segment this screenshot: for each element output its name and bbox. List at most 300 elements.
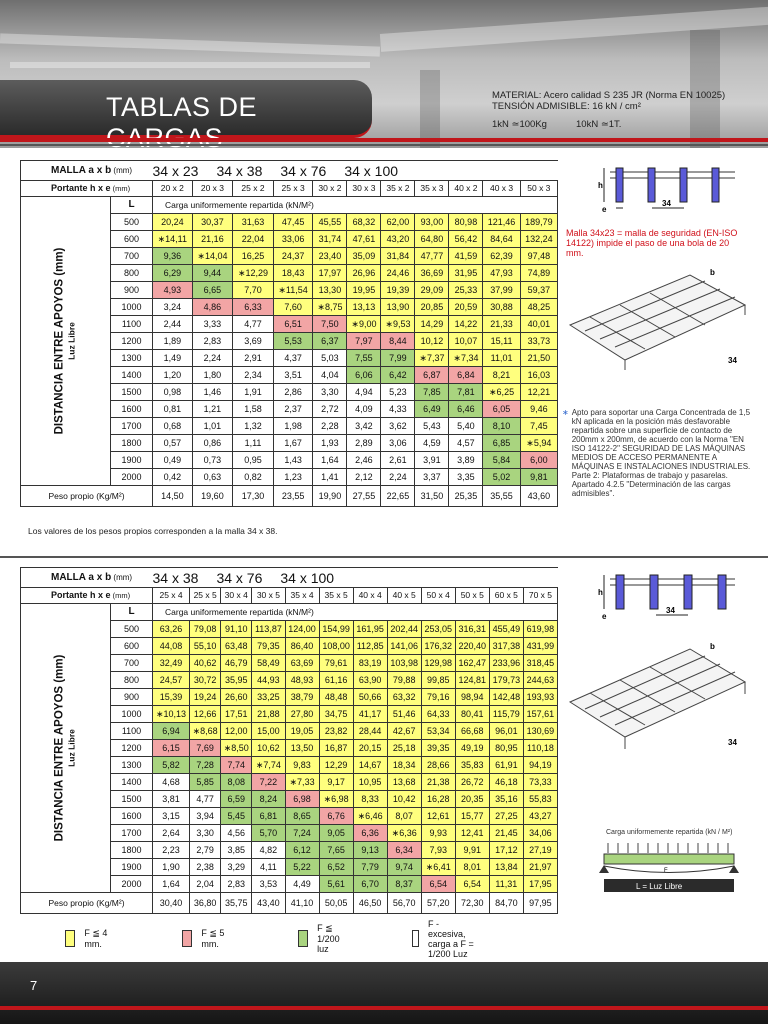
- load-value-cell: 9,44: [192, 265, 233, 282]
- load-value-cell: 64,80: [415, 231, 449, 248]
- load-value-cell: 19,95: [347, 282, 381, 299]
- load-value-cell: 132,24: [520, 231, 557, 248]
- load-value-cell: 2,23: [153, 842, 190, 859]
- load-value-cell: 7,69: [190, 740, 221, 757]
- load-value-cell: 0,82: [233, 469, 274, 486]
- load-value-cell: 7,55: [347, 350, 381, 367]
- portante-label-text: Portante h x e: [51, 183, 111, 193]
- malla-unit: (mm): [111, 572, 133, 582]
- weight-value-cell: 57,20: [421, 893, 455, 914]
- load-value-cell: 17,12: [489, 842, 523, 859]
- load-value-cell: 318,45: [523, 655, 557, 672]
- load-value-cell: ∗11,54: [273, 282, 313, 299]
- load-value-cell: 2,83: [192, 333, 233, 350]
- load-value-cell: 9,83: [285, 757, 319, 774]
- portante-unit: (mm): [110, 184, 131, 193]
- load-value-cell: 13,84: [489, 859, 523, 876]
- load-value-cell: 431,99: [523, 638, 557, 655]
- bar-size-header: 35 x 2: [381, 181, 415, 197]
- concentrated-load-note: [562, 408, 752, 498]
- legend-item-red: [182, 930, 226, 947]
- load-value-cell: 1,64: [153, 876, 190, 893]
- legend-swatch-green: [298, 930, 308, 947]
- load-value-cell: 5,40: [449, 418, 483, 435]
- load-value-cell: 5,85: [190, 774, 221, 791]
- dim-34b-label: 34: [728, 356, 737, 365]
- load-value-cell: 4,37: [273, 350, 313, 367]
- span-value: 2000: [111, 469, 153, 486]
- load-value-cell: 10,42: [387, 791, 421, 808]
- legend-label-green: F ≦ 1/200 luz: [317, 923, 340, 954]
- weight-value-cell: 30,40: [153, 893, 190, 914]
- load-value-cell: 43,20: [381, 231, 415, 248]
- load-value-cell: 1,93: [313, 435, 347, 452]
- legend-label-red: F ≦ 5 mm.: [201, 928, 225, 949]
- legend-swatch-white: [412, 930, 419, 947]
- load-value-cell: 13,30: [313, 282, 347, 299]
- load-value-cell: 3,30: [313, 384, 347, 401]
- dim-h-label: h: [598, 181, 603, 190]
- load-value-cell: 44,93: [252, 672, 285, 689]
- page-number: 7: [30, 978, 38, 993]
- load-value-cell: 6,51: [273, 316, 313, 333]
- material-text: MATERIAL: Acero calidad S 235 JR (Norma EN 10025): [492, 90, 726, 101]
- load-value-cell: 6,36: [353, 825, 387, 842]
- load-value-cell: 1,21: [192, 401, 233, 418]
- weight-value-cell: 56,70: [387, 893, 421, 914]
- load-value-cell: 3,94: [190, 808, 221, 825]
- load-value-cell: 8,07: [387, 808, 421, 825]
- span-axis-title: DISTANCIA ENTRE APOYOS (mm): [53, 654, 66, 842]
- beam-deflection-diagram: [560, 839, 760, 899]
- span-axis-title: DISTANCIA ENTRE APOYOS (mm): [53, 247, 66, 435]
- load-value-cell: 8,37: [387, 876, 421, 893]
- load-value-cell: 2,61: [381, 452, 415, 469]
- load-value-cell: 7,97: [347, 333, 381, 350]
- load-value-cell: 1,43: [273, 452, 313, 469]
- load-value-cell: 27,25: [489, 808, 523, 825]
- span-value: 1300: [111, 757, 153, 774]
- load-value-cell: 8,44: [381, 333, 415, 350]
- bar-size-header: 30 x 4: [221, 588, 252, 604]
- weight-value-cell: 35,75: [221, 893, 252, 914]
- bar-size-header: 50 x 4: [421, 588, 455, 604]
- load-value-cell: 15,11: [483, 333, 520, 350]
- load-value-cell: 6,59: [221, 791, 252, 808]
- load-value-cell: 35,95: [221, 672, 252, 689]
- load-value-cell: 4,33: [381, 401, 415, 418]
- grating-isometric-1: [560, 265, 760, 375]
- weight-value-cell: 72,30: [455, 893, 489, 914]
- load-value-cell: 50,66: [353, 689, 387, 706]
- bar-size-header: 25 x 3: [273, 181, 313, 197]
- load-value-cell: 9,81: [520, 469, 557, 486]
- load-value-cell: 13,50: [285, 740, 319, 757]
- load-value-cell: 28,44: [353, 723, 387, 740]
- load-value-cell: 3,69: [233, 333, 274, 350]
- load-value-cell: 21,38: [421, 774, 455, 791]
- load-value-cell: 8,01: [455, 859, 489, 876]
- load-value-cell: 1,80: [192, 367, 233, 384]
- load-value-cell: 6,65: [192, 282, 233, 299]
- span-axis-subtitle: Luz Libre: [66, 729, 77, 767]
- span-value: 1800: [111, 842, 153, 859]
- load-value-cell: 3,06: [381, 435, 415, 452]
- load-value-cell: 9,93: [421, 825, 455, 842]
- load-value-cell: 48,93: [285, 672, 319, 689]
- load-value-cell: 6,76: [319, 808, 353, 825]
- load-value-cell: 4,77: [190, 791, 221, 808]
- load-unit-header: Carga uniformemente repartida (kN/M²): [153, 197, 558, 214]
- span-value: 900: [111, 282, 153, 299]
- legend-item-yellow: [65, 930, 109, 947]
- load-value-cell: ∗9,53: [381, 316, 415, 333]
- load-value-cell: 4,77: [233, 316, 274, 333]
- weight-note: Los valores de los pesos propios corresponden a la malla 34 x 38.: [28, 526, 278, 536]
- load-value-cell: 12,66: [190, 706, 221, 723]
- weight-value-cell: 23,55: [273, 486, 313, 507]
- load-value-cell: 112,85: [353, 638, 387, 655]
- load-value-cell: 68,32: [347, 214, 381, 231]
- load-value-cell: 83,19: [353, 655, 387, 672]
- load-value-cell: 42,67: [387, 723, 421, 740]
- load-value-cell: 1,41: [313, 469, 347, 486]
- weight-value-cell: 31,50: [415, 486, 449, 507]
- load-value-cell: 56,42: [449, 231, 483, 248]
- load-value-cell: 30,88: [483, 299, 520, 316]
- bar-size-header: 35 x 3: [415, 181, 449, 197]
- bar-size-header: 25 x 4: [153, 588, 190, 604]
- load-value-cell: 6,49: [415, 401, 449, 418]
- load-value-cell: 6,54: [455, 876, 489, 893]
- load-value-cell: 63,48: [221, 638, 252, 655]
- load-value-cell: 33,06: [273, 231, 313, 248]
- bar-size-header: 40 x 4: [353, 588, 387, 604]
- load-value-cell: 2,38: [190, 859, 221, 876]
- load-value-cell: 61,16: [319, 672, 353, 689]
- bar-size-header: 50 x 3: [520, 181, 557, 197]
- load-value-cell: 7,45: [520, 418, 557, 435]
- load-value-cell: ∗7,74: [252, 757, 285, 774]
- load-value-cell: 66,68: [455, 723, 489, 740]
- malla-label-text: MALLA a x b: [51, 164, 112, 176]
- load-value-cell: 5,82: [153, 757, 190, 774]
- load-value-cell: 124,81: [455, 672, 489, 689]
- load-value-cell: 24,57: [153, 672, 190, 689]
- load-value-cell: 98,94: [455, 689, 489, 706]
- dim-e-label: e: [602, 205, 607, 214]
- load-value-cell: 40,62: [190, 655, 221, 672]
- load-value-cell: 5,61: [319, 876, 353, 893]
- load-value-cell: 0,57: [153, 435, 193, 452]
- dim-34b-label-2: 34: [728, 738, 737, 747]
- load-value-cell: 34,75: [319, 706, 353, 723]
- load-value-cell: 113,87: [252, 621, 285, 638]
- load-value-cell: 0,42: [153, 469, 193, 486]
- load-value-cell: 9,91: [455, 842, 489, 859]
- load-value-cell: 63,90: [353, 672, 387, 689]
- bearing-bar-diagram-1: [560, 160, 760, 220]
- bar-size-header: 30 x 5: [252, 588, 285, 604]
- load-value-cell: 115,79: [489, 706, 523, 723]
- load-value-cell: 14,67: [353, 757, 387, 774]
- load-value-cell: 31,74: [313, 231, 347, 248]
- grating-isometric-2: [560, 637, 760, 757]
- load-value-cell: 0,95: [233, 452, 274, 469]
- luz-libre-label: L = Luz Libre: [636, 882, 683, 891]
- legend-label-white: F - excesiva, carga a F = 1/200 Luz: [428, 918, 474, 959]
- load-value-cell: 62,39: [483, 248, 520, 265]
- load-value-cell: 3,30: [190, 825, 221, 842]
- load-unit-header: Carga uniformemente repartida (kN/M²): [153, 604, 558, 621]
- weight-value-cell: 43,40: [252, 893, 285, 914]
- span-value: 1900: [111, 452, 153, 469]
- load-value-cell: 6,06: [347, 367, 381, 384]
- load-value-cell: 16,03: [520, 367, 557, 384]
- load-value-cell: 14,22: [449, 316, 483, 333]
- portante-label: [21, 181, 153, 197]
- load-value-cell: 31,95: [449, 265, 483, 282]
- load-diagram-label: Carga uniformemente repartida (kN / M²): [606, 829, 733, 836]
- load-value-cell: 4,04: [313, 367, 347, 384]
- bearing-bar-diagram-2: [560, 567, 760, 627]
- load-value-cell: 1,90: [153, 859, 190, 876]
- dim-b-label: b: [710, 268, 715, 277]
- load-value-cell: 2,34: [233, 367, 274, 384]
- load-value-cell: 97,48: [520, 248, 557, 265]
- load-value-cell: 6,84: [449, 367, 483, 384]
- load-value-cell: 17,95: [523, 876, 557, 893]
- bar-size-header: 35 x 5: [319, 588, 353, 604]
- load-value-cell: 35,16: [489, 791, 523, 808]
- load-value-cell: 14,29: [415, 316, 449, 333]
- load-value-cell: 6,15: [153, 740, 190, 757]
- load-value-cell: 94,19: [523, 757, 557, 774]
- load-value-cell: 2,91: [233, 350, 274, 367]
- load-value-cell: 6,33: [233, 299, 274, 316]
- load-value-cell: 79,88: [387, 672, 421, 689]
- load-value-cell: 12,00: [221, 723, 252, 740]
- load-value-cell: 6,98: [285, 791, 319, 808]
- load-value-cell: 47,77: [415, 248, 449, 265]
- load-value-cell: 24,37: [273, 248, 313, 265]
- load-value-cell: 7,70: [233, 282, 274, 299]
- load-value-cell: 23,82: [319, 723, 353, 740]
- load-value-cell: 63,26: [153, 621, 190, 638]
- load-value-cell: 93,00: [415, 214, 449, 231]
- load-value-cell: 99,85: [421, 672, 455, 689]
- span-value: 1100: [111, 316, 153, 333]
- load-value-cell: 58,49: [252, 655, 285, 672]
- weight-value-cell: 25,35: [449, 486, 483, 507]
- load-value-cell: 47,61: [347, 231, 381, 248]
- load-value-cell: 2,37: [273, 401, 313, 418]
- load-value-cell: 96,01: [489, 723, 523, 740]
- weight-value-cell: 17,30: [233, 486, 274, 507]
- span-value: 2000: [111, 876, 153, 893]
- load-value-cell: 84,64: [483, 231, 520, 248]
- load-value-cell: 6,29: [153, 265, 193, 282]
- load-value-cell: 5,43: [415, 418, 449, 435]
- load-value-cell: ∗12,29: [233, 265, 274, 282]
- load-value-cell: ∗6,25: [483, 384, 520, 401]
- load-value-cell: 63,32: [387, 689, 421, 706]
- load-value-cell: 41,17: [353, 706, 387, 723]
- span-axis-label: [21, 604, 111, 893]
- load-value-cell: 29,09: [415, 282, 449, 299]
- load-value-cell: 9,13: [353, 842, 387, 859]
- span-value: 1200: [111, 740, 153, 757]
- load-table-1: [20, 160, 558, 507]
- title-tab: [0, 80, 372, 138]
- load-value-cell: ∗6,36: [387, 825, 421, 842]
- load-value-cell: 26,60: [221, 689, 252, 706]
- f-label: F: [664, 868, 668, 874]
- load-value-cell: 9,05: [319, 825, 353, 842]
- load-value-cell: 74,89: [520, 265, 557, 282]
- load-value-cell: 4,57: [449, 435, 483, 452]
- load-value-cell: 20,85: [415, 299, 449, 316]
- load-value-cell: 2,12: [347, 469, 381, 486]
- footer-red-rule: [0, 1006, 768, 1010]
- load-value-cell: 7,60: [273, 299, 313, 316]
- load-value-cell: 21,33: [483, 316, 520, 333]
- weight-value-cell: 97,95: [523, 893, 557, 914]
- load-value-cell: 7,81: [449, 384, 483, 401]
- load-value-cell: 17,51: [221, 706, 252, 723]
- span-value: 800: [111, 265, 153, 282]
- load-value-cell: 10,95: [353, 774, 387, 791]
- load-value-cell: 4,93: [153, 282, 193, 299]
- load-value-cell: 1,23: [273, 469, 313, 486]
- load-value-cell: 48,48: [319, 689, 353, 706]
- load-value-cell: 21,45: [489, 825, 523, 842]
- weight-value-cell: 19,60: [192, 486, 233, 507]
- load-value-cell: 244,63: [523, 672, 557, 689]
- load-value-cell: 15,77: [455, 808, 489, 825]
- load-value-cell: 6,05: [483, 401, 520, 418]
- legend-swatch-red: [182, 930, 192, 947]
- load-value-cell: 10,12: [415, 333, 449, 350]
- span-value: 800: [111, 672, 153, 689]
- load-value-cell: 3,33: [192, 316, 233, 333]
- load-value-cell: 31,63: [233, 214, 274, 231]
- span-value: 1700: [111, 418, 153, 435]
- load-value-cell: 142,48: [489, 689, 523, 706]
- weight-value-cell: 27,55: [347, 486, 381, 507]
- load-value-cell: 141,06: [387, 638, 421, 655]
- load-value-cell: 18,34: [387, 757, 421, 774]
- load-value-cell: 13,90: [381, 299, 415, 316]
- load-value-cell: 3,42: [347, 418, 381, 435]
- load-value-cell: 25,33: [449, 282, 483, 299]
- load-value-cell: 31,84: [381, 248, 415, 265]
- load-value-cell: 40,01: [520, 316, 557, 333]
- mesh-size: 34 x 100: [280, 569, 335, 586]
- dim-34-label: 34: [662, 199, 671, 208]
- load-value-cell: 16,28: [421, 791, 455, 808]
- load-value-cell: 317,38: [489, 638, 523, 655]
- dim-h-label-2: h: [598, 588, 603, 597]
- load-value-cell: 1,91: [233, 384, 274, 401]
- load-value-cell: 3,85: [221, 842, 252, 859]
- load-value-cell: 16,25: [233, 248, 274, 265]
- load-value-cell: 3,51: [273, 367, 313, 384]
- load-value-cell: 51,46: [387, 706, 421, 723]
- load-value-cell: 3,35: [449, 469, 483, 486]
- load-value-cell: 21,88: [252, 706, 285, 723]
- load-value-cell: 2,83: [221, 876, 252, 893]
- load-value-cell: 189,79: [520, 214, 557, 231]
- load-value-cell: 1,32: [233, 418, 274, 435]
- load-value-cell: 18,43: [273, 265, 313, 282]
- load-value-cell: 2,89: [347, 435, 381, 452]
- load-value-cell: 6,85: [483, 435, 520, 452]
- unit-conversions: [492, 119, 621, 130]
- tension-text: TENSIÓN ADMISIBLE: 16 kN / cm²: [492, 101, 641, 112]
- load-value-cell: 91,10: [221, 621, 252, 638]
- load-value-cell: 455,49: [489, 621, 523, 638]
- load-value-cell: 15,39: [153, 689, 190, 706]
- load-value-cell: ∗6,46: [353, 808, 387, 825]
- load-value-cell: 2,46: [347, 452, 381, 469]
- mesh-size: 34 x 76: [280, 162, 327, 179]
- load-value-cell: 13,13: [347, 299, 381, 316]
- load-value-cell: 26,72: [455, 774, 489, 791]
- load-value-cell: 5,70: [252, 825, 285, 842]
- load-value-cell: ∗10,13: [153, 706, 190, 723]
- weight-value-cell: 22,65: [381, 486, 415, 507]
- span-value: 1000: [111, 299, 153, 316]
- load-value-cell: 10,62: [252, 740, 285, 757]
- load-value-cell: 3,91: [415, 452, 449, 469]
- load-value-cell: 9,17: [319, 774, 353, 791]
- span-value: 900: [111, 689, 153, 706]
- portante-label: [21, 588, 153, 604]
- load-value-cell: 2,64: [153, 825, 190, 842]
- load-value-cell: 6,42: [381, 367, 415, 384]
- load-value-cell: 62,00: [381, 214, 415, 231]
- load-value-cell: 0,63: [192, 469, 233, 486]
- load-value-cell: 8,08: [221, 774, 252, 791]
- load-value-cell: 38,79: [285, 689, 319, 706]
- load-value-cell: 16,87: [319, 740, 353, 757]
- load-value-cell: 6,81: [252, 808, 285, 825]
- weight-value-cell: 36,80: [190, 893, 221, 914]
- legend-swatch-yellow: [65, 930, 75, 947]
- span-value: 1600: [111, 808, 153, 825]
- load-value-cell: 64,33: [421, 706, 455, 723]
- load-value-cell: ∗6,41: [421, 859, 455, 876]
- load-value-cell: 2,44: [153, 316, 193, 333]
- load-value-cell: ∗14,04: [192, 248, 233, 265]
- load-value-cell: ∗9,00: [347, 316, 381, 333]
- load-value-cell: 1,58: [233, 401, 274, 418]
- load-value-cell: 19,24: [190, 689, 221, 706]
- weight-value-cell: 43,60: [520, 486, 557, 507]
- load-value-cell: 129,98: [421, 655, 455, 672]
- span-axis-label: [21, 197, 111, 486]
- load-value-cell: 59,37: [520, 282, 557, 299]
- load-value-cell: 0,68: [153, 418, 193, 435]
- load-value-cell: 37,99: [483, 282, 520, 299]
- load-value-cell: 6,46: [449, 401, 483, 418]
- span-axis-subtitle: Luz Libre: [66, 322, 77, 360]
- legend-item-white: [412, 918, 476, 959]
- load-value-cell: ∗8,68: [190, 723, 221, 740]
- load-value-cell: 49,19: [455, 740, 489, 757]
- span-value: 1600: [111, 401, 153, 418]
